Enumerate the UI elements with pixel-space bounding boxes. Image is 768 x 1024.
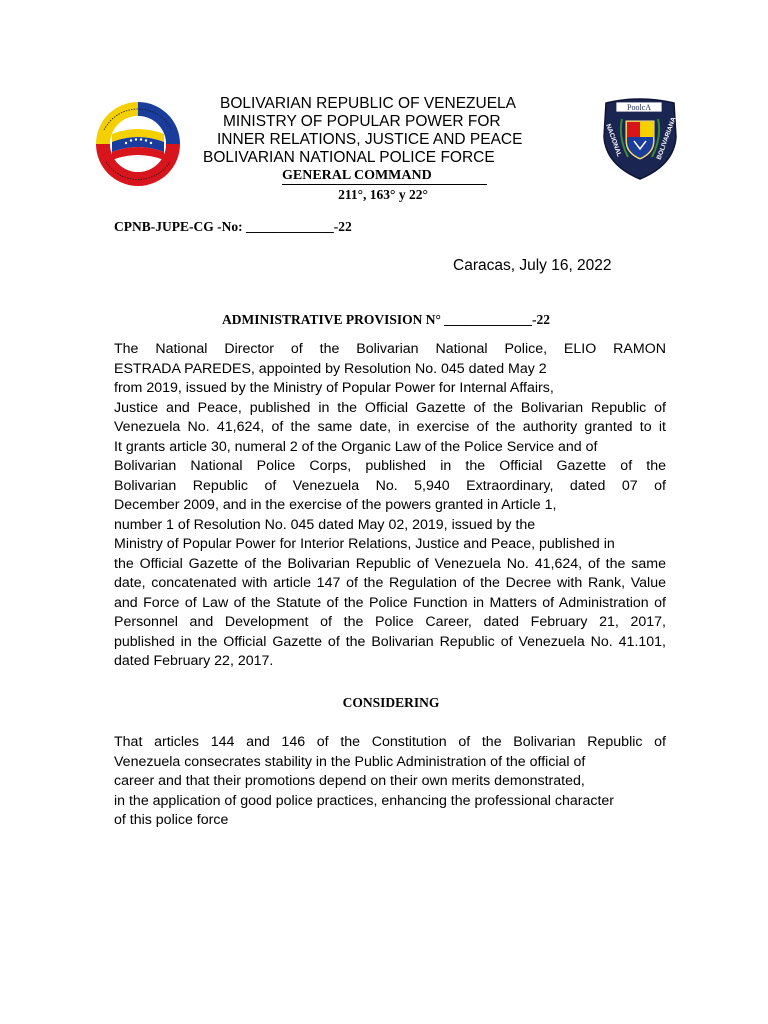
text-line: of this police force: [114, 812, 229, 828]
text-line: Bolivarian National Police Corps, published in the Official Gazette of the: [114, 458, 666, 474]
text-line: the Official Gazette of the Bolivarian Republic of Venezuela No. 41,624, of the same: [114, 555, 666, 572]
text-line: Ministry of Popular Power for Interior Relations, Justice and Peace, published in: [114, 536, 615, 552]
paragraph-considering: [114, 733, 666, 831]
text-line: It grants article 30, numeral 2 of the Organic Law of the Police Service and of: [114, 438, 598, 455]
shield-right-text: BOLIVARIANA: [655, 116, 678, 161]
text-line: dated February 22, 2017.: [114, 653, 274, 669]
header-line-3: INNER RELATIONS, JUSTICE AND PEACE: [217, 131, 523, 148]
text-line: date, concatenated with article 147 of the Regulation of the Decree with Rank, Value: [114, 575, 666, 591]
text-line: Venezuela consecrates stability in the Public Administration of the official of: [114, 753, 586, 770]
text-line: and Force of Law of the Statute of the Police Function in Matters of Administration of: [114, 594, 666, 611]
text-line: The National Director of the Bolivarian National Police, ELIO RAMON: [114, 341, 666, 357]
text-line: That articles 144 and 146 of the Constitution of the Bolivarian Republic of: [114, 734, 666, 750]
text-line: career and that their promotions depend on their own merits demonstrated,: [114, 773, 585, 789]
text-line: December 2009, and in the exercise of the powers granted in Article 1,: [114, 497, 557, 513]
text-line: from 2019, issued by the Ministry of Popular Power for Internal Affairs,: [114, 380, 554, 396]
header-line-1: BOLIVARIAN REPUBLIC OF VENEZUELA: [220, 95, 517, 112]
header-line-4: BOLIVARIAN NATIONAL POLICE FORCE: [203, 149, 495, 166]
text-line: published in the Official Gazette of the Bolivarian Republic of Venezuela No. 41.101,: [114, 633, 666, 650]
place-date: Caracas, July 16, 2022: [453, 257, 612, 274]
header-line-2: MINISTRY OF POPULAR POWER FOR: [223, 113, 501, 130]
text-line: Bolivarian Republic of Venezuela No. 5,940 Extraordinary, dated 07 of: [114, 477, 666, 494]
ministry-seal-icon: [94, 100, 182, 188]
text-line: Justice and Peace, published in the Official Gazette of the Bolivarian Republic of: [114, 399, 666, 416]
text-line: number 1 of Resolution No. 045 dated May 02, 2019, issued by the: [114, 516, 536, 533]
shield-top-text: PoolcA: [627, 103, 651, 112]
text-line: ESTRADA PAREDES, appointed by Resolution No. 045 dated May 2: [114, 360, 547, 377]
text-line: Venezuela No. 41,624, of the same date, in exercise of the authority granted to it: [114, 419, 666, 435]
text-line: Personnel and Development of the Police Career, dated February 21, 2017,: [114, 614, 666, 630]
paragraph-preamble: [114, 340, 666, 672]
general-command-title: GENERAL COMMAND: [282, 167, 487, 185]
provision-title: ADMINISTRATIVE PROVISION N° _____________-22: [221, 312, 551, 327]
text-line: in the application of good police practices, enhancing the professional character: [114, 792, 615, 809]
police-shield-icon: [598, 97, 682, 181]
shield-left-text: NACIONAL: [604, 123, 623, 158]
historic-years: 211°, 163° y 22°: [338, 187, 428, 202]
considering-title: CONSIDERING: [342, 695, 440, 710]
document-reference: CPNB-JUPE-CG -No: _____________-22: [114, 219, 352, 234]
